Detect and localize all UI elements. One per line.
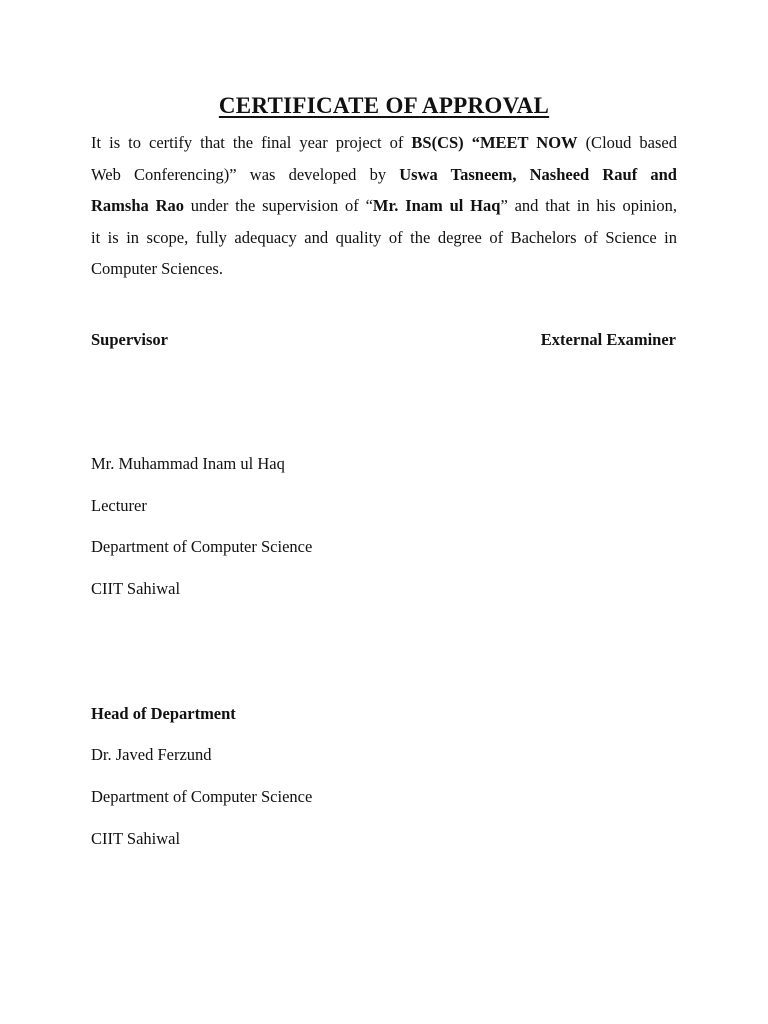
supervisor-reference: Mr. Inam ul Haq	[372, 196, 501, 215]
paragraph-line-1	[91, 127, 677, 159]
external-examiner-heading: External Examiner	[540, 330, 676, 349]
line-5-text: Computer Sciences.	[91, 259, 223, 278]
student-names-part-2: Ramsha Rao	[91, 196, 184, 215]
paragraph-line-5	[91, 253, 677, 285]
hod-heading: Head of Department	[91, 704, 236, 723]
line-3-tail: ” and that in his opinion,	[500, 196, 677, 215]
hod-campus: CIIT Sahiwal	[91, 829, 181, 848]
line-1-tail: (Cloud based	[577, 133, 678, 152]
line-1-text: It is to certify that the final year project of	[91, 133, 412, 152]
paragraph-line-3	[91, 190, 677, 222]
supervisor-department: Department of Computer Science	[91, 537, 313, 556]
hod-department: Department of Computer Science	[91, 787, 313, 806]
supervisor-heading: Supervisor	[91, 330, 169, 349]
line-3-text: under the supervision of “	[183, 196, 373, 215]
line-1-space	[464, 133, 472, 152]
paragraph-line-2	[91, 159, 677, 191]
supervisor-title: Lecturer	[91, 496, 147, 515]
hod-name: Dr. Javed Ferzund	[91, 745, 212, 764]
student-names-part-1: Uswa Tasneem, Nasheed Rauf and	[399, 164, 677, 184]
project-name: “MEET NOW	[471, 133, 578, 152]
certification-paragraph	[91, 127, 677, 285]
line-4-text: it is in scope, fully adequacy and quality of the degree of Bachelors of Science in	[91, 227, 677, 247]
line-2-text: Web Conferencing)” was developed by	[91, 164, 400, 184]
page-title	[0, 93, 768, 119]
supervisor-campus: CIIT Sahiwal	[91, 579, 181, 598]
supervisor-name: Mr. Muhammad Inam ul Haq	[91, 454, 285, 473]
title-text: CERTIFICATE OF APPROVAL	[218, 93, 550, 118]
paragraph-line-4	[91, 222, 677, 254]
degree-name: BS(CS)	[411, 133, 464, 152]
